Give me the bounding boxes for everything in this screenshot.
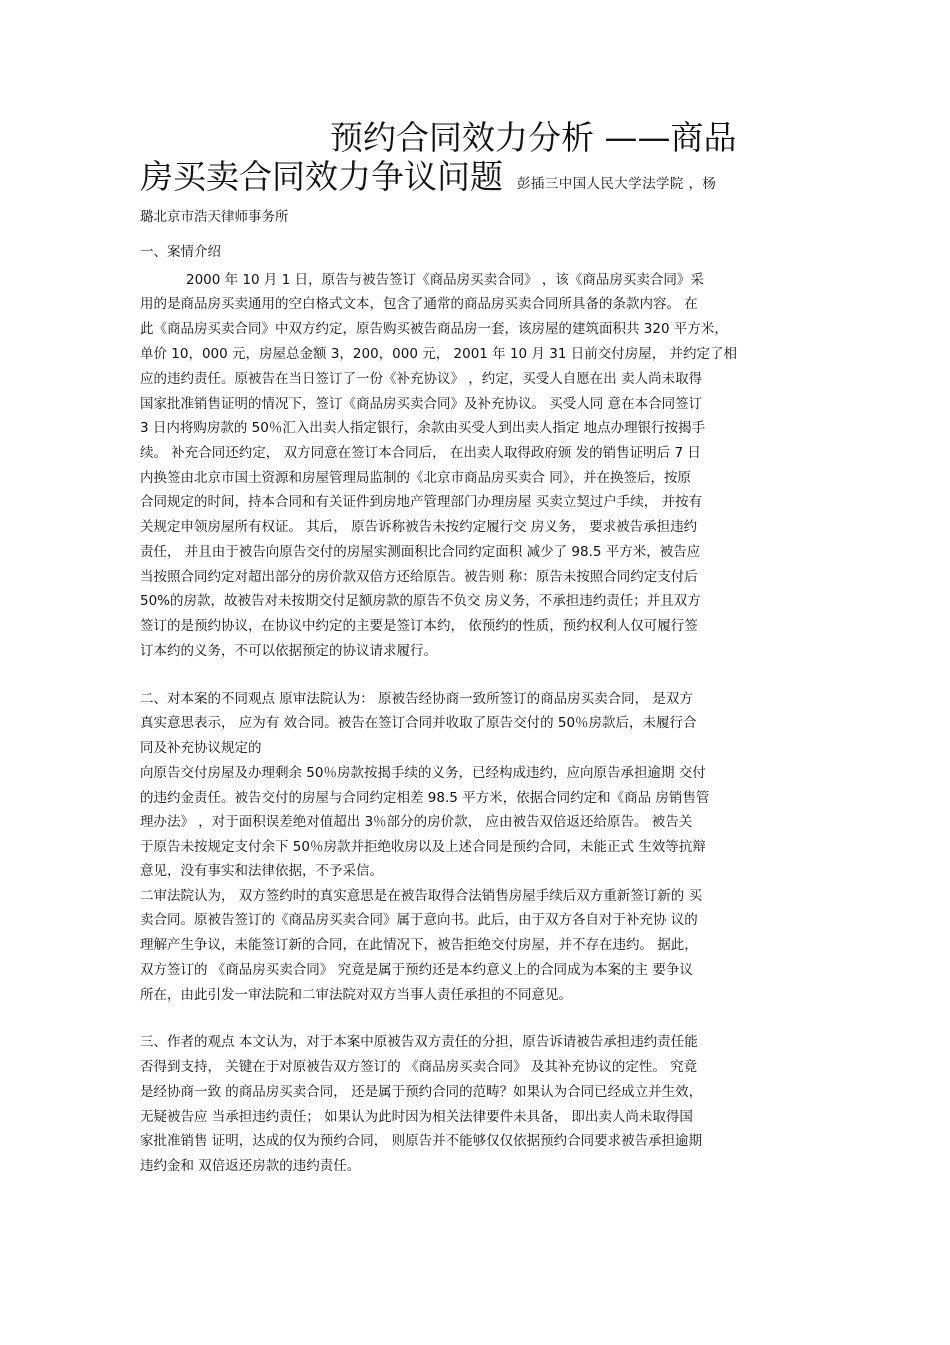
text-line: 是经协商一致 的商品房买卖合同， 还是属于预约合同的范畴？如果认为合同已经成立并生效， [140, 1084, 703, 1100]
text-line: 签订的是预约协议，在协议中约定的主要是签订本约， 依预约的性质，预约权利人仅可履行签 [140, 618, 698, 634]
text-line: 于原告未按规定支付余下 50％房款并拒绝收房以及上述合同是预约合同，未能正式 生效等抗辩 [140, 839, 706, 855]
text-line: 的违约金责任。被告交付的房屋与合同约定相差 98.5 平方米，依据合同约定和《商品 房销售管 [140, 790, 710, 806]
text-line: 单价 10，000 元，房屋总金额 3，200，000 元， 2001 年 10 月 31 日前交付房屋， 并约定了相 [140, 346, 737, 362]
text-line: 家批准销售 证明，达成的仅为预约合同， 则原告并不能够仅仅依据预约合同要求被告承担逾期 [140, 1133, 703, 1149]
text-line: 否得到支持， 关键在于对原被告双方签订的 《商品房买卖合同》 及其补充协议的定性。 究竟 [140, 1059, 698, 1075]
section-heading: 二、对本案的不同观点 原审法院认为： 原被告经协商一致所签订的商品房买卖合同， 是双方 [140, 691, 693, 707]
text-line: 当按照合同约定对超出部分的房价款双倍方还给原告。被告则 称：原告未按照合同约定支付后 [140, 569, 698, 585]
text-line: 责任， 并且由于被告向原告交付的房屋实测面积比合同约定面积 减少了 98.5 平方米，被告应 [140, 544, 701, 560]
text-line: 此《商品房买卖合同》中双方约定，原告购买被告商品房一套，该房屋的建筑面积共 320 平方米， [140, 321, 728, 337]
text-line: 应的违约责任。原被告在当日签订了一份《补充协议》 ，约定，买受人自愿在出 卖人尚未取得 [140, 371, 703, 387]
text-line: 合同规定的时间，持本合同和有关证件到房地产管理部门办理房屋 买卖立契过户手续， 并按有 [140, 494, 703, 510]
text-line: 续。 补充合同还约定， 双方同意在签订本合同后， 在出卖人取得政府颁 发的销售证明后 7 日 [140, 445, 701, 461]
author-byline: 彭插三中国人民大学法学院 ，杨 [517, 176, 717, 192]
text-line: 卖合同。原被告签订的《商品房买卖合同》属于意向书。此后，由于双方各自对于补充协 议的 [140, 912, 698, 928]
text-line: 关规定申领房屋所有权证。 其后， 原告诉称被告未按约定履行交 房义务， 要求被告承担违约 [140, 519, 698, 535]
text-line: 真实意思表示， 应为有 效合同。被告在签订合同并收取了原告交付的 50％房款后，未履行合 [140, 715, 697, 731]
text-line: 50%的房款，故被告对未按期交付足额房款的原告不负交 房义务，不承担违约责任；并且双方 [140, 593, 701, 609]
title-text: 房买卖合同效力争议问题 [140, 157, 503, 196]
text-line: 同及补充协议规定的 [140, 740, 262, 756]
text-line: 意见，没有事实和法律依据，不予采信。 [140, 863, 383, 879]
text-line: 所在，由此引发一审法院和二审法院对双方当事人责任承担的不同意见。 [140, 987, 572, 1003]
text-line: 双方签订的 《商品房买卖合同》 究竟是属于预约还是本约意义上的合同成为本案的主 要争议 [140, 962, 693, 978]
author-byline-continued: 璐北京市浩天律师事务所 [140, 209, 289, 225]
text-line: 二审法院认为， 双方签约时的真实意思是在被告取得合法销售房屋手续后双方重新签订新的 买 [140, 888, 703, 904]
title-line-2 [140, 157, 716, 204]
text-line: 3 日内将购房款的 50％汇入出卖人指定银行，余款由买受人到出卖人指定 地点办理银行按揭手 [140, 420, 706, 436]
title-line-1: 预约合同效力分析 ——商品 [330, 118, 737, 157]
text-line: 向原告交付房屋及办理剩余 50％房款按揭手续的义务，已经构成违约，应向原告承担逾期 交付 [140, 765, 706, 781]
section-heading: 三、作者的观点 本文认为，对于本案中原被告双方责任的分担，原告诉请被告承担违约责任能 [140, 1034, 698, 1050]
text-line: 理办法》 ，对于面积误差绝对值超出 3％部分的房价款， 应由被告双倍返还给原告。 被告关 [140, 814, 693, 830]
text-line: 理解产生争议，未能签订新的合同，在此情况下，被告拒绝交付房屋，并不存在违约。 据此， [140, 937, 698, 953]
section-heading: 一、案情介绍 [140, 244, 221, 260]
text-line: 2000 年 10 月 1 日，原告与被告签订《商品房买卖合同》 ，该《商品房买卖合同》采 [186, 272, 704, 288]
text-line: 国家批准销售证明的情况下，签订《商品房买卖合同》及补充协议。 买受人同 意在本合同签订 [140, 396, 703, 412]
text-line: 无疑被告应 当承担违约责任； 如果认为此时因为相关法律要件未具备， 即出卖人尚未取得国 [140, 1109, 693, 1125]
text-line: 违约金和 双倍返还房款的违约责任。 [140, 1158, 361, 1174]
text-line: 订本约的义务，不可以依据预定的协议请求履行。 [140, 643, 437, 659]
text-line: 用的是商品房买卖通用的空白格式文本，包含了通常的商品房买卖合同所具备的条款内容。 在 [140, 296, 698, 312]
text-line: 内换签由北京市国土资源和房屋管理局监制的《北京市商品房买卖合 同》，并在换签后，按原 [140, 470, 692, 486]
